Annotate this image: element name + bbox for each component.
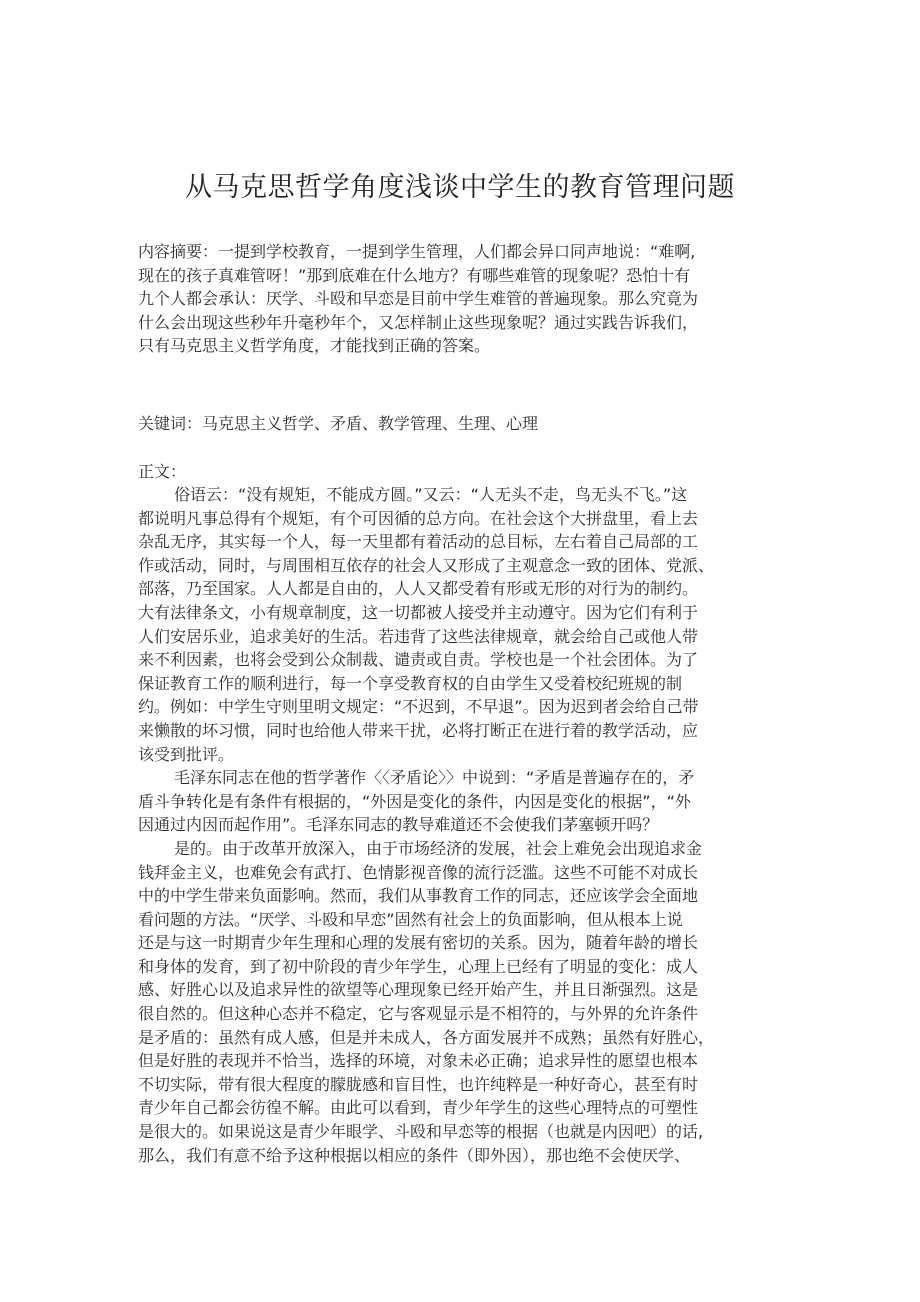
body-line: 是很大的。如果说这是青少年眼学、斗殴和早恋等的根据（也就是内因吧）的话, (138, 1122, 704, 1142)
body-line: 不切实际，带有很大程度的朦胧感和盲目性，也许纯粹是一种好奇心，甚至有时 (138, 1074, 699, 1094)
body-line: 中的中学生带来负面影响。然而，我们从事教育工作的同志，还应该学会全面地 (138, 886, 699, 906)
body-line: 青少年自己都会彷徨不解。由此可以看到，青少年学生的这些心理特点的可塑性 (138, 1098, 699, 1118)
keywords-section (138, 412, 798, 436)
abstract-line: 九个人都会承认：厌学、斗殴和早恋是目前中学生难管的普遍现象。那么究竟为 (138, 289, 699, 309)
body-line: 但是好胜的表现并不恰当，选择的环境，对象未必正确；追求异性的愿望也根本 (138, 1051, 699, 1071)
body-line: 作或活动，同时，与周围相互依存的社会人又形成了主观意念一致的团体、党派、 (138, 555, 715, 575)
body-line: 是的。由于改革开放深入，由于市场经济的发展，社会上难免会出现追求金 (174, 838, 703, 858)
body-line: 来懒散的坏习惯，同时也给他人带来干扰，必将打断正在进行着的教学活动，应 (138, 720, 699, 740)
body-line: 部落，乃至国家。人人都是自由的，人人又都受着有形或无形的对行为的制约。 (138, 579, 699, 599)
body-label: 正文： (138, 462, 187, 481)
abstract-section (138, 240, 798, 358)
body-line: 那么，我们有意不给予这种根据以相应的条件（即外因），那也绝不会使厌学、 (138, 1145, 691, 1165)
body-line: 和身体的发育，到了初中阶段的青少年学生，心理上已经有了明显的变化：成人 (138, 956, 699, 976)
body-line: 很自然的。但这种心态并不稳定，它与客观显示是不相符的，与外界的允许条件 (138, 1004, 699, 1024)
document-title: 从马克思哲学角度浅谈中学生的教育管理问题 (185, 172, 735, 203)
body-line: 约。例如：中学生守则里明文规定：“不迟到，不早退”。因为迟到者会给自己带 (138, 697, 699, 717)
keywords-line: 关键词：马克思主义哲学、矛盾、教学管理、生理、心理 (138, 414, 539, 433)
body-line: 杂乱无序，其实每一个人，每一天里都有着活动的总目标，左右着自己局部的工 (138, 532, 699, 552)
body-line: 该受到批评。 (138, 744, 235, 764)
body-line: 人们安居乐业，追求美好的生活。若违背了这些法律规章，就会给自己或他人带 (138, 626, 699, 646)
body-line: 看问题的方法。“厌学、斗殴和早恋”固然有社会上的负面影响，但从根本上说 (138, 909, 683, 929)
body-line: 来不利因素，也将会受到公众制裁、谴责或自责。学校也是一个社会团体。为了 (138, 650, 699, 670)
body-line: 俗语云：“没有规矩，不能成方圆。”又云：“人无头不走，鸟无头不飞。”这 (174, 485, 688, 504)
body-label-section (138, 460, 798, 484)
body-line: 还是与这一时期青少年生理和心理的发展有密切的关系。因为，随着年龄的增长 (138, 933, 699, 953)
body-line: 感、好胜心以及追求异性的欲望等心理现象已经开始产生，并且日渐强烈。这是 (138, 980, 699, 1000)
body-line: 钱拜金主义，也难免会有武打、色情影视音像的流行泛滥。这些不可能不对成长 (138, 862, 699, 882)
body-line: 都说明凡事总得有个规矩，有个可因循的总方向。在社会这个大拼盘里，看上去 (138, 508, 699, 528)
abstract-line: 什么会出现这些秒年升毫秒年个，又怎样制止这些现象呢？通过实践告诉我们， (138, 312, 699, 332)
body-line: 是矛盾的：虽然有成人感，但是并未成人，各方面发展并不成熟；虽然有好胜心， (138, 1027, 715, 1047)
abstract-line: 只有马克思主义哲学角度，才能找到正确的答案。 (138, 336, 491, 356)
body-line: 大有法律条文，小有规章制度，这一切都被人接受并主动遵守。因为它们有利于 (138, 602, 699, 622)
body-section (138, 483, 798, 1167)
body-line: 保证教育工作的顺利进行，每一个享受教育权的自由学生又受着校纪班规的制 (138, 673, 683, 693)
abstract-line: 内容摘要：一提到学校教育，一提到学生管理，人们都会异口同声地说：“难啊, (138, 242, 696, 261)
body-line: 盾斗争转化是有条件有根据的，“外因是变化的条件，内因是变化的根据”，“外 (138, 791, 691, 811)
body-line: 毛泽东同志在他的哲学著作〈〈矛盾论〉〉中说到：“矛盾是普遍存在的，矛 (174, 768, 695, 788)
body-line: 因通过内因而起作用”。毛泽东同志的教导难道还不会使我们茅塞顿开吗？ (138, 815, 659, 835)
abstract-line: 现在的孩子真难管呀！”那到底难在什么地方？有哪些难管的现象呢？恐怕十有 (138, 265, 691, 285)
